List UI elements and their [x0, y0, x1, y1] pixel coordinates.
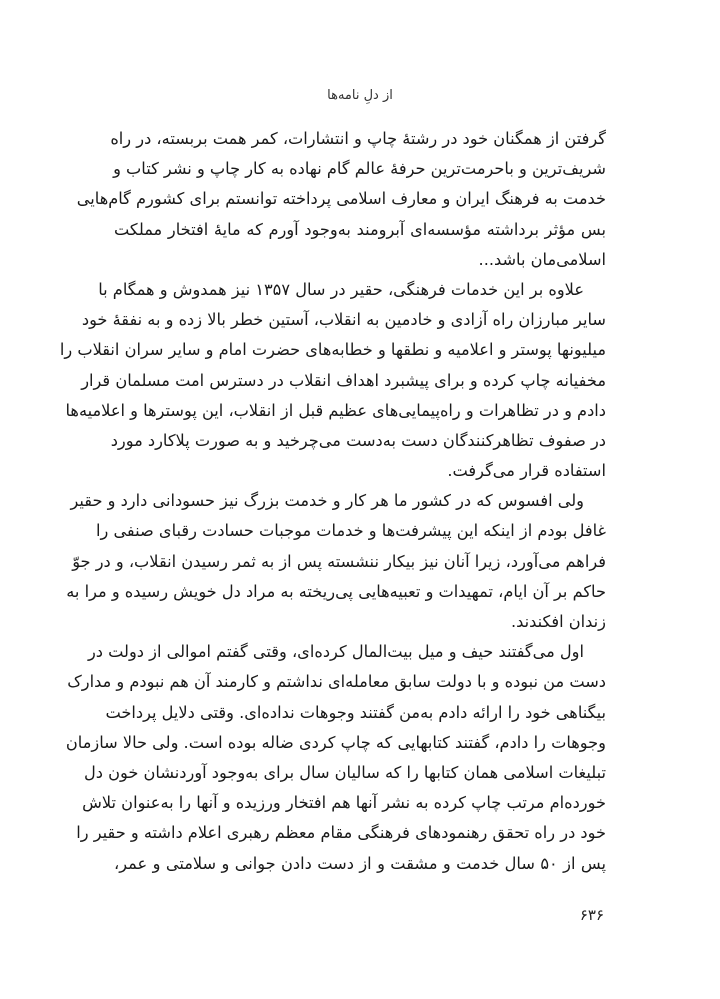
text-line: فراهم می‌آورد، زیرا آنان نیز بیکار ننشسته پس از به ثمر رسیدن انقلاب، و در جوّ [72, 551, 606, 571]
text-line: علاوه بر این خدمات فرهنگی، حقیر در سال ۱۳۵۷ نیز همدوش و همگام با [98, 279, 584, 299]
paragraph-3 [66, 486, 606, 637]
text-line: پس از ۵۰ سال خدمت و مشقت و از دست دادن جوانی و سلامتی و عمر، [114, 853, 606, 873]
text-line: اسلامی‌مان باشد... [478, 249, 606, 269]
body-text [59, 124, 606, 879]
text-line: دست من نبوده و با دولت سابق معامله‌ای نداشتم و کارمند آن هم نبودم و مدارک [67, 672, 606, 692]
running-header: از دلِ نامه‌ها [327, 88, 393, 103]
text-line: دادم و در تظاهرات و راه‌پیمایی‌های عظیم قبل از انقلاب، این پوسترها و اعلامیه‌ها [65, 400, 606, 420]
text-line: حاکم بر آن ایام، تمهیدات و تعبیه‌هایی پی‌ریخته به مراد دل خویش رسیده و مرا به [66, 581, 606, 601]
paragraph-2 [59, 275, 606, 486]
text-line: خود در راه تحقق رهنمودهای فرهنگی مقام معظم رهبری اعلام داشته و حقیر را [76, 823, 606, 843]
text-line: گرفتن از همگنان خود در رشتهٔ چاپ و انتشارات، کمر همت بربسته، در راه [110, 129, 606, 148]
paragraph-1 [76, 124, 606, 275]
paragraph-4 [65, 637, 606, 879]
text-line: استفاده قرار می‌گرفت. [447, 461, 606, 481]
text-line: خدمت به فرهنگ ایران و معارف اسلامی پرداخته توانستم برای کشورم گام‌هایی [76, 189, 606, 209]
page-number: ۶۳۶ [579, 906, 604, 924]
text-line: میلیونها پوستر و اعلامیه و نطقها و خطابه‌های حضرت امام و سایر سران انقلاب را [59, 340, 606, 360]
text-line: در صفوف تظاهرکنندگان دست به‌دست می‌چرخید و به صورت پلاکارد مورد [110, 430, 606, 450]
text-line: سایر مبارزان راه آزادی و خادمین به انقلاب، آستین خطر بالا زده و به نفقهٔ خود [81, 310, 606, 330]
text-line: اول می‌گفتند حیف و میل بیت‌المال کرده‌ای، وقتی گفتم اموالی از دولت در [87, 642, 584, 662]
text-line: بس مؤثر برداشته مؤسسه‌ای آبرومند به‌وجود آورم که مایهٔ افتخار مملکت [114, 219, 606, 239]
text-line: غافل بودم از اینکه این پیشرفت‌ها و خدمات موجبات حسادت رقبای صنفی را [95, 521, 606, 541]
text-line: تبلیغات اسلامی همان کتابها را که سالیان سال برای به‌وجود آوردنشان خون دل [84, 762, 606, 782]
text-line: شریف‌ترین و باحرمت‌ترین حرفهٔ عالم گام نهاده به کار چاپ و نشر کتاب و [113, 159, 606, 179]
text-line: بیگناهی خود را ارائه دادم به‌من گفتند وجوهات نداده‌ای. وقتی دلایل پرداخت [105, 702, 606, 722]
text-line: خورده‌ام مرتب چاپ کرده به نشر آنها هم افتخار ورزیده و آنها را به‌عنوان تلاش [82, 793, 606, 813]
text-line: ولی افسوس که در کشور ما هر کار و خدمت بزرگ نیز حسودانی دارد و حقیر [70, 491, 584, 511]
text-line: وجوهات را دادم، گفتند کتابهایی که چاپ کردی ضاله بوده است. ولی حالا سازمان [65, 732, 606, 752]
text-line: مخفیانه چاپ کرده و برای پیشبرد اهداف انقلاب در دسترس امت مسلمان قرار [81, 370, 606, 390]
text-line: زندان افکندند. [510, 612, 606, 631]
